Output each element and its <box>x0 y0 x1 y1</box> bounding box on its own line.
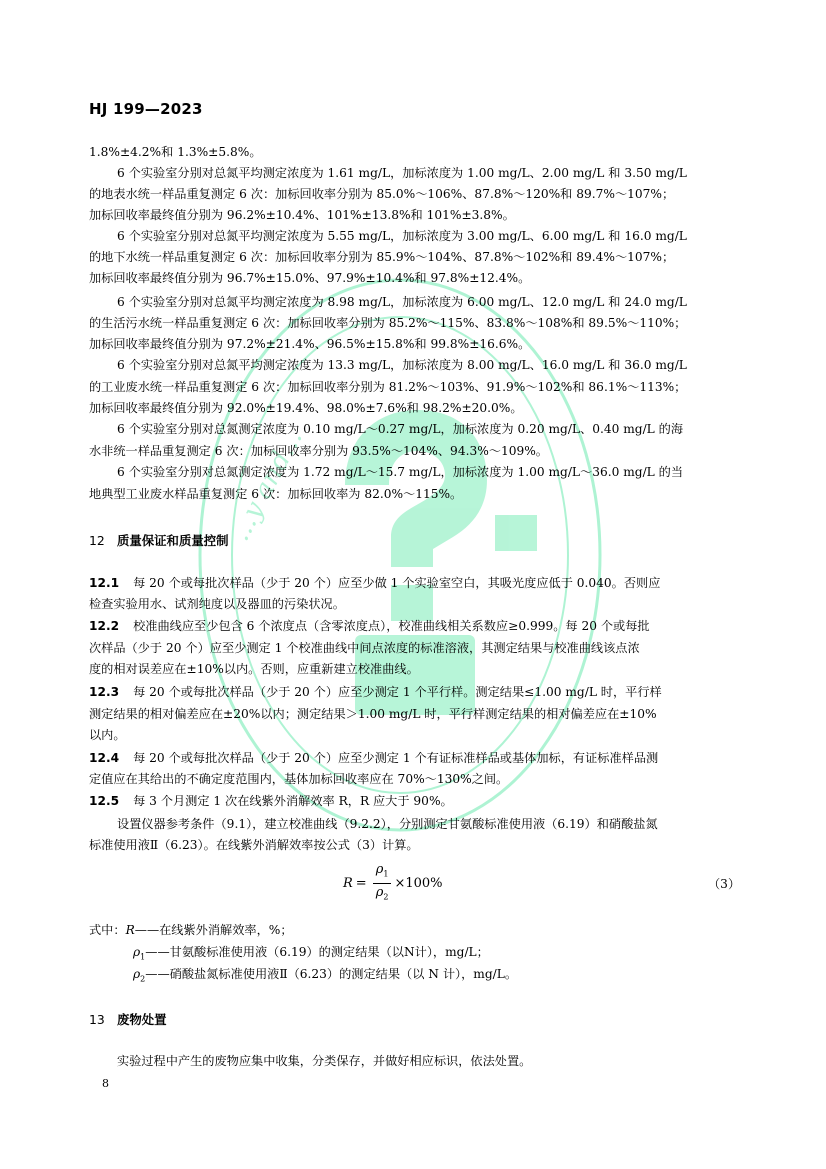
text-line: 的工业废水统一样品重复测定 6 次：加标回收率分别为 81.2%～103%、91.9%～102%和 86.1%～113%； <box>89 380 687 394</box>
equation-number: （3） <box>708 877 741 891</box>
section-13-text: 实验过程中产生的废物应集中收集，分类保存，并做好相应标识，依法处置。 <box>117 1054 532 1068</box>
section-title: 废物处置 <box>117 1012 167 1027</box>
text-line: 加标回收率最终值分别为 96.7%±15.0%、97.9%±10.4%和 97.8%±12.4%。 <box>89 271 531 285</box>
text-line: 加标回收率最终值分别为 97.2%±21.4%、96.5%±15.8%和 99.8%±16.6%。 <box>89 337 531 351</box>
text-line: 6 个实验室分别对总氮平均测定浓度为 13.3 mg/L，加标浓度为 8.00 mg/L、16.0 mg/L 和 36.0 mg/L <box>117 358 687 372</box>
formula-lhs: R <box>343 875 353 891</box>
clause-12-2-line <box>89 618 650 634</box>
watermark-arc-text: ...y and... <box>225 424 309 546</box>
section-number: 13 <box>89 1012 105 1027</box>
clause-number: 12.1 <box>89 576 120 590</box>
section-number: 12 <box>89 533 105 548</box>
definition-symbol: R <box>125 923 135 937</box>
efficiency-formula <box>343 863 443 903</box>
text-line: 6 个实验室分别对总氮测定浓度为 1.72 mg/L～15.7 mg/L，加标浓度为 1.00 mg/L～36.0 mg/L 的当 <box>117 465 684 479</box>
definition-symbol: ρ <box>133 967 141 981</box>
clause-12-3-line <box>89 684 662 700</box>
clause-text: 每 20 个或每批次样品（少于 20 个）应至少做 1 个实验室空白，其吸光度应低于 0.040。否则应 <box>133 576 661 590</box>
formula-multiplier: ×100% <box>394 875 443 891</box>
definition-line: $\rho_2——$硝酸盐氮标准使用液Ⅱ（6.23）的测定结果（以 N 计），mg/L。 <box>133 967 518 984</box>
definition-symbol: ρ <box>133 945 141 959</box>
text-line: 度的相对误差应在±10%以内。否则，应重新建立校准曲线。 <box>89 662 419 676</box>
definition-text: ——在线紫外消解效率，%； <box>134 923 293 937</box>
clause-text: 校准曲线应至少包含 6 个浓度点（含零浓度点），校准曲线相关系数应≥0.999。每 20 个或每批 <box>133 619 650 633</box>
formula-denominator: $\rho_2$ <box>375 884 389 902</box>
text-line: 的生活污水统一样品重复测定 6 次：加标回收率分别为 85.2%～115%、83.8%～108%和 89.5%～110%； <box>89 316 687 330</box>
text-line: 设置仪器参考条件（9.1），建立校准曲线（9.2.2），分别测定甘氨酸标准使用液（6.19）和硝酸盐氮 <box>117 817 658 831</box>
text-line: 加标回收率最终值分别为 92.0%±19.4%、98.0%±7.6%和 98.2%±20.0%。 <box>89 401 523 415</box>
clause-number: 12.5 <box>89 794 120 808</box>
text-line: 测定结果的相对偏差应在±20%以内；测定结果＞1.00 mg/L 时，平行样测定结果的相对偏差应在±10% <box>89 707 657 721</box>
clause-number: 12.4 <box>89 751 120 765</box>
page-number: 8 <box>102 1077 109 1090</box>
document-code-header: HJ 199—2023 <box>89 100 203 118</box>
formula-equals: = <box>355 875 367 891</box>
definition-line: $\rho_1——$甘氨酸标准使用液（6.19）的测定结果（以N计），mg/L； <box>133 945 489 962</box>
text-line: 6 个实验室分别对总氮测定浓度为 0.10 mg/L～0.27 mg/L，加标浓度为 0.20 mg/L、0.40 mg/L 的海 <box>117 422 684 436</box>
definition-line <box>89 922 293 938</box>
section-12-heading <box>89 531 229 549</box>
text-line: 次样品（少于 20 个）应至少测定 1 个校准曲线中间点浓度的标准溶液，其测定结果与校准曲线该点浓 <box>89 641 640 655</box>
clause-text: 每 20 个或每批次样品（少于 20 个）应至少测定 1 个有证标准样品或基体加标，有证标准样品测 <box>133 751 659 765</box>
formula-numerator: $\rho_1$ <box>373 861 392 884</box>
clause-number: 12.2 <box>89 619 120 633</box>
section-title: 质量保证和质量控制 <box>117 533 229 548</box>
clause-text: 每 20 个或每批次样品（少于 20 个）应至少测定 1 个平行样。测定结果≤1.00 mg/L 时，平行样 <box>133 685 662 699</box>
formula-fraction <box>373 861 392 905</box>
text-line: 6 个实验室分别对总氮平均测定浓度为 1.61 mg/L，加标浓度为 1.00 mg/L、2.00 mg/L 和 3.50 mg/L <box>117 166 687 180</box>
clause-12-4-line <box>89 750 658 766</box>
clause-12-5-line <box>89 793 453 809</box>
text-line: 标准使用液Ⅱ（6.23）。在线紫外消解效率按公式（3）计算。 <box>89 838 419 852</box>
definition-text: ——甘氨酸标准使用液（6.19）的测定结果（以N计），mg/L； <box>145 945 489 959</box>
text-line: 1.8%±4.2%和 1.3%±5.8%。 <box>89 145 262 159</box>
text-line: 6 个实验室分别对总氮平均测定浓度为 8.98 mg/L，加标浓度为 6.00 mg/L、12.0 mg/L 和 24.0 mg/L <box>117 295 687 309</box>
text-line: 的地下水统一样品重复测定 6 次：加标回收率分别为 85.9%～104%、87.8%～102%和 89.4%～107%； <box>89 250 675 264</box>
definition-text: ——硝酸盐氮标准使用液Ⅱ（6.23）的测定结果（以 N 计），mg/L。 <box>145 967 518 981</box>
clause-text: 每 3 个月测定 1 次在线紫外消解效率 R，R 应大于 90%。 <box>133 794 453 808</box>
text-line: 的地表水统一样品重复测定 6 次：加标回收率分别为 85.0%～106%、87.8%～120%和 89.7%～107%； <box>89 187 675 201</box>
clause-12-1-line <box>89 575 660 591</box>
text-line: 检查实验用水、试剂纯度以及器皿的污染状况。 <box>89 597 345 611</box>
text-line: 地典型工业废水样品重复测定 6 次：加标回收率为 82.0%～115%。 <box>89 487 463 501</box>
definition-intro: 式中： <box>89 923 126 937</box>
text-line: 定值应在其给出的不确定度范围内，基体加标回收率应在 70%～130%之间。 <box>89 772 509 786</box>
text-line: 水非统一样品重复测定 6 次：加标回收率分别为 93.5%～104%、94.3%～109%。 <box>89 444 548 458</box>
clause-number: 12.3 <box>89 685 120 699</box>
text-line: 加标回收率最终值分别为 96.2%±10.4%、101%±13.8%和 101%±3.8%。 <box>89 208 515 222</box>
text-line: 6 个实验室分别对总氮平均测定浓度为 5.55 mg/L，加标浓度为 3.00 mg/L、6.00 mg/L 和 16.0 mg/L <box>117 229 687 243</box>
section-13-heading <box>89 1010 167 1028</box>
text-line: 以内。 <box>89 728 126 742</box>
